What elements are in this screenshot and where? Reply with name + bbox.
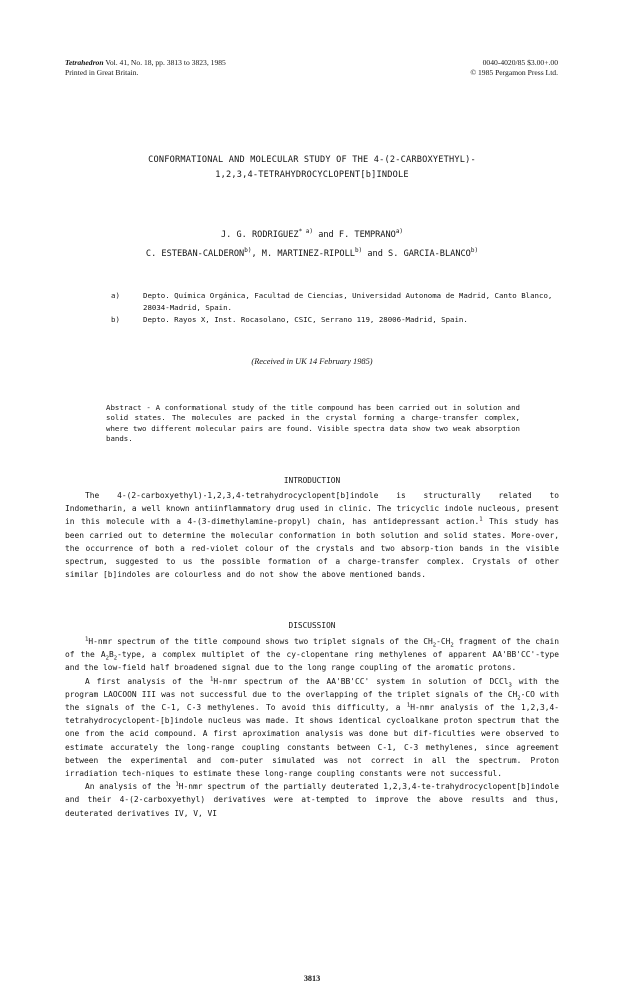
introduction-body [65,489,559,581]
issn-price: 0040-4020/85 $3.00+.00 [482,58,558,67]
journal-name: Tetrahedron [65,58,104,67]
received-date: (Received in UK 14 February 1985) [251,357,373,366]
page-number: 3813 [303,974,321,983]
introduction-heading: INTRODUCTION [283,476,341,485]
publisher-header [338,58,558,78]
discussion-heading: DISCUSSION [288,621,336,630]
paper-title [65,153,559,183]
discussion-body [65,635,559,820]
author-list [65,224,559,262]
author-line-2: C. ESTEBAN-CALDERON$^{b)}$, M. MARTINEZ-RIPOLL$^{b)}$ and S. GARCIA-BLANCO$^{b)}$ [145,246,479,259]
discussion-paragraph-3: An analysis of the $^1$H-nmr spectrum of the partially deuterated 1,2,3,4-te-trahydrocyclopent[b]indole and their 4-(2-carboxyethyl) derivatives were at-tempted to improve the above results and thus, deuterated derivatives IV, V, VI [65,781,559,818]
title-line-1: CONFORMATIONAL AND MOLECULAR STUDY OF THE 4-(2-CARBOXYETHYL)- [148,155,476,165]
discussion-paragraph-2: A first analysis of the $^1$H-nmr spectrum of the AA'BB'CC' system in solution of DCCl$_3$ with the program LAOCOON III was not successful due to the overlapping of the triplet signals of the $CH_2-CO$ with the signals of the C-1, C-3 methylenes. To avoid this difficulty, a $^1$H-nmr analysis of the 1,2,3,4-tetrahydrocyclopent-[b]indole nucleus was made. It shows identical cycloalkane proton spectrum that the one from the acid compound. A first aproximation analysis was done but dif-ficulties were observed to estimate accurately the long-range coupling constants between C-1, C-3 methylenes, since agreement between the experimental and com-puter simulated was not correct in all the spectrum. Proton irradiation tech-niques to estimate these long-range coupling constants were not successful. [65,675,559,779]
affiliation-b: b) Depto. Rayos X, Inst. Rocasolano, CSIC, Serrano 119, 28006-Madrid, Spain. [111,315,468,324]
abstract: Abstract - A conformational study of the title compound has been carried out in solution and solid states. The molecules are packed in the crystal forming a charge-transfer complex, where two different molecular pairs are found. Visible spectra data show two weak absorption bands. [106,403,520,444]
introduction-paragraph: The 4-(2-carboxyethyl)-1,2,3,4-tetrahydrocyclopent[b]indole is structurally related to Indometharin, a well known antiinflammatory drug used in clinic. The tricyclic indole nucleous, present in this molecule with a 4-(3-dimethylamine-propyl) chain, has antidepressant action.$^1$ This study has been carried out to determine the molecular conformation in both solution and solid states. More-over, the occurrence of both a red-violet colour of the crystals and two absorp-tion bands in the visible spectrum, suggested to us the possible formation of a charge-transfer complex. Crystals of other similar [b]indoles are colourless and do not show the above mentioned bands. [65,491,559,580]
copyright: © 1985 Pergamon Press Ltd. [470,68,558,77]
author-line-1: J. G. RODRIGUEZ$^{* a)}$ and F. TEMPRANO$^{a)}$ [220,228,404,240]
title-line-2: 1,2,3,4-TETRAHYDROCYCLOPENT[b]INDOLE [215,170,409,180]
affiliations [111,290,561,326]
affiliation-a: a) Depto. Química Orgánica, Facultad de Ciencias, Universidad Autonoma de Madrid, Canto Blanco, 28034-Madrid, Spain. [111,291,553,312]
discussion-paragraph-1: $^1$H-nmr spectrum of the title compound shows two triplet signals of the $CH_2-CH_2$ fragment of the chain of the $A_2B_2$-type, a complex multiplet of the cy-clopentane ring methylenes of apparent AA'BB'CC'-type and the low-field half broadened signal due to the long range coupling of the aromatic protons. [65,636,559,673]
reference-1: 1 [479,516,483,523]
journal-citation: Tetrahedron Vol. 41, No. 18, pp. 3813 to 3823, 1985 [65,58,226,67]
printed-in: Printed in Great Britain. [65,68,139,77]
journal-header [65,58,325,78]
